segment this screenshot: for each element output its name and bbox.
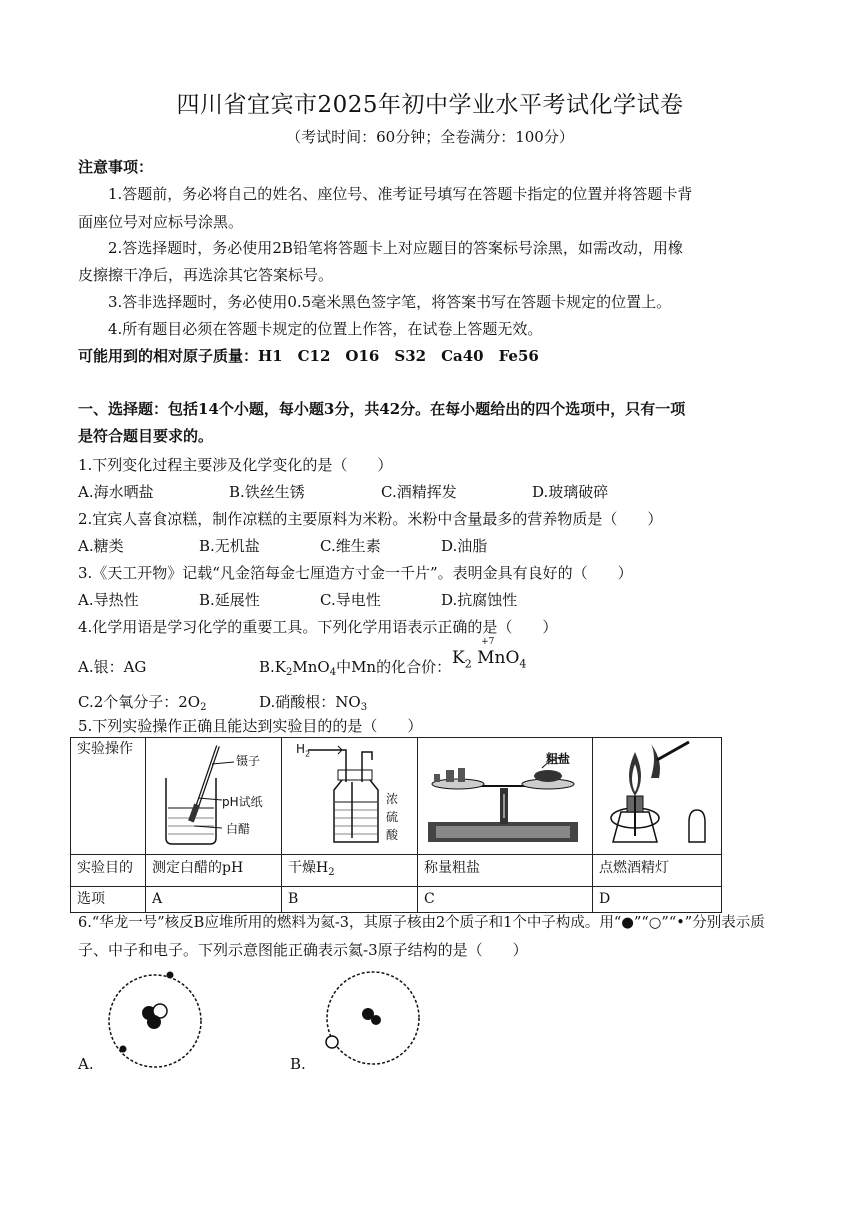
q1-stem: 1.下列变化过程主要涉及化学变化的是（ ）: [78, 456, 393, 474]
purpose-b: [282, 855, 418, 887]
q5-option-a[interactable]: A: [146, 887, 282, 913]
formula-valence: +7: [481, 637, 495, 647]
q2-options: [78, 535, 798, 557]
section1-heading-cont: 是符合题目要求的。: [78, 427, 214, 445]
q2-stem: 2.宜宾人喜食凉糕，制作凉糕的主要原料为米粉。米粉中含量最多的营养物质是（ ）: [78, 510, 663, 528]
label-conc-3: 酸: [386, 828, 399, 842]
image-drying-h2: [282, 738, 418, 855]
purpose-c: 称量粗盐: [418, 855, 593, 887]
q6-stem-line2: 子、中子和电子。下列示意图能正确表示氦-3原子结构的是（ ）: [78, 941, 528, 959]
experiment-table: [70, 737, 722, 913]
q5-option-b[interactable]: B: [282, 887, 418, 913]
q3-option-d[interactable]: D.抗腐蚀性: [441, 591, 518, 609]
formula-k-sub: 2: [464, 657, 472, 671]
formula-k: K: [452, 648, 465, 668]
label-conc-1: 浓: [386, 792, 399, 806]
label-ph-paper: pH试纸: [222, 795, 263, 809]
formula-mn-wrap: [477, 637, 506, 668]
exam-title: 四川省宜宾市2025年初中学业水平考试化学试卷: [176, 92, 684, 118]
q2-option-a[interactable]: A.糖类: [78, 537, 124, 555]
atom-diagram-a[interactable]: [100, 966, 210, 1076]
q2-option-d[interactable]: D.油脂: [441, 537, 488, 555]
q2-option-c[interactable]: C.维生素: [320, 537, 381, 555]
q5-stem: 5.下列实验操作正确且能达到实验目的的是（ ）: [78, 717, 423, 735]
q3-option-b[interactable]: B.延展性: [199, 591, 260, 609]
label-h2: [296, 742, 310, 758]
q4-c-sub: 2: [200, 702, 207, 713]
note-3: 3.答非选择题时，务必使用0.5毫米黑色签字笔，将答案书写在答题卡规定的位置上。: [108, 293, 672, 311]
label-crude-salt: 粗盐: [546, 752, 571, 766]
image-lamp: [593, 738, 722, 855]
q1-option-a[interactable]: A.海水晒盐: [78, 483, 154, 501]
q2-option-b[interactable]: B.无机盐: [199, 537, 260, 555]
notes-heading: 注意事项：: [78, 158, 154, 176]
q3-options: [78, 589, 798, 611]
q4-c-text: C.2个氧分子：2O: [78, 693, 201, 711]
q3-option-c[interactable]: C.导电性: [320, 591, 381, 609]
label-conc-2: 硫: [386, 810, 399, 824]
row-label-option: 选项: [71, 887, 146, 913]
q4-options-ab: [78, 656, 798, 678]
image-weighing-salt: [418, 738, 593, 855]
q4-stem: 4.化学用语是学习化学的重要工具。下列化学用语表示正确的是（ ）: [78, 618, 558, 636]
row-label-operation: 实验操作: [71, 738, 146, 855]
atomic-mass-line: 可能用到的相对原子质量：H1 C12 O16 S32 Ca40 Fe56: [78, 347, 539, 365]
formula-o-sub: 4: [519, 657, 527, 671]
q4-option-b[interactable]: [259, 656, 451, 678]
q4-b-pre: B.K: [259, 658, 286, 676]
note-4: 4.所有题目必须在答题卡规定的位置上作答，在试卷上答题无效。: [108, 320, 543, 338]
k2mno4-formula: [452, 637, 527, 671]
q4-d-text: D.硝酸根：NO: [259, 693, 361, 711]
q4-option-d[interactable]: [259, 691, 367, 713]
q6-option-a-label: A.: [78, 1055, 94, 1073]
row-label-purpose: 实验目的: [71, 855, 146, 887]
label-vinegar: 白醋: [226, 822, 251, 836]
q4-option-c[interactable]: [78, 691, 206, 713]
formula-mn: Mn: [477, 648, 506, 668]
exam-subtitle: （考试时间：60分钟；全卷满分：100分）: [286, 128, 574, 146]
note-2: 2.答选择题时，务必使用2B铅笔将答题卡上对应题目的答案标号涂黑，如需改动，用橡: [108, 239, 683, 257]
label-tweezers: 镊子: [236, 754, 261, 768]
q3-stem: 3.《天工开物》记载“凡金箔每金七厘造方寸金一千片”。表明金具有良好的（ ）: [78, 564, 633, 582]
q1-option-c[interactable]: C.酒精挥发: [381, 483, 457, 501]
q5-option-d[interactable]: D: [593, 887, 722, 913]
purpose-b-text: 干燥H: [288, 860, 329, 876]
q4-option-a[interactable]: A.银：AG: [78, 658, 147, 676]
q6-stem-line1: 6.“华龙一号”核反B应堆所用的燃料为氦-3，其原子核由2个质子和1个中子构成。用“●”“○”“•”分别表示质: [78, 915, 765, 931]
q1-option-b[interactable]: B.铁丝生锈: [229, 483, 305, 501]
label-h2-text: H: [296, 742, 306, 756]
label-h2-sub: 2: [305, 749, 311, 759]
note-2-cont: 皮擦擦干净后，再选涂其它答案标号。: [78, 266, 334, 284]
q5-option-c[interactable]: C: [418, 887, 593, 913]
q3-option-a[interactable]: A.导热性: [78, 591, 139, 609]
q6-option-b-label: B.: [290, 1055, 306, 1073]
atom-diagram-b[interactable]: [318, 966, 428, 1076]
q4-b-mid: MnO: [292, 658, 330, 676]
section1-heading: 一、选择题：包括14个小题，每小题3分，共42分。在每小题给出的四个选项中，只有一项: [78, 400, 686, 418]
purpose-a: 测定白醋的pH: [146, 855, 282, 887]
q4-d-sub: 3: [360, 702, 368, 713]
alcohol-lamp-illustration: [593, 738, 721, 850]
note-1: 1.答题前，务必将自己的姓名、座位号、准考证号填写在答题卡指定的位置并将答题卡背: [108, 185, 693, 203]
q4-options-cd: [78, 691, 798, 713]
image-ph-test: [146, 738, 282, 855]
note-1-cont: 面座位号对应标号涂黑。: [78, 213, 244, 231]
q1-option-d[interactable]: D.玻璃破碎: [532, 483, 609, 501]
purpose-d: 点燃酒精灯: [593, 855, 722, 887]
q4-b-sub1: 2: [286, 667, 293, 678]
purpose-b-sub: 2: [328, 867, 335, 878]
formula-o: O: [505, 648, 520, 668]
q4-b-sub2: 4: [329, 667, 337, 678]
q1-options: [78, 481, 798, 503]
q4-b-post: 中Mn的化合价：: [336, 658, 452, 676]
